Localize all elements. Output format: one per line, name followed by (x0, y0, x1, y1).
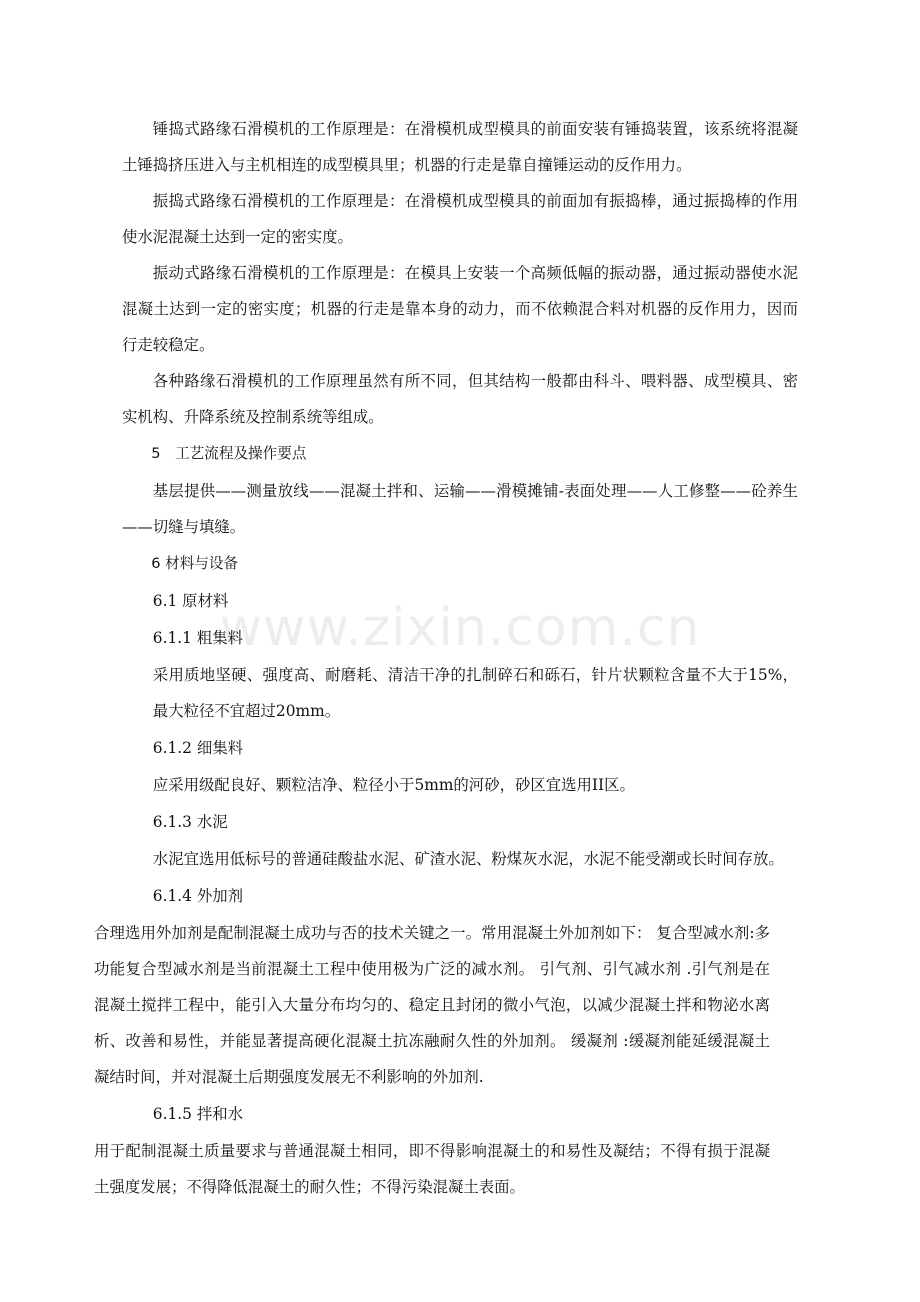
section-6-1-1-heading: 6.1.1 粗集料 (152, 629, 244, 647)
section-6-1-3-body: 水泥宜选用低标号的普通硅酸盐水泥、矿渣水泥、粉煤灰水泥，水泥不能受潮或长时间存放。 (152, 850, 784, 868)
paragraph-structure: 各种路缘石滑模机的工作原理虽然有所不同，但其结构一般都由科斗、喂料器、成型模具、密实机构、升降系统及控制系统等组成。 (122, 372, 798, 426)
section-5-heading: 5 工艺流程及操作要点 (151, 445, 307, 462)
section-5-body: 基层提供——测量放线——混凝土拌和、运输——滑模摊铺-表面处理——人工修整——砼养生——切缝与填缝。 (122, 482, 798, 536)
document-body (94, 111, 798, 1205)
paragraph-hammer-principle: 锤捣式路缘石滑模机的工作原理是：在滑模机成型模具的前面安装有锤捣装置，该系统将混凝土锤捣挤压进入与主机相连的成型模具里；机器的行走是靠自撞锤运动的反作用力。 (122, 120, 798, 174)
section-6-1-5-heading: 6.1.5 拌和水 (152, 1105, 244, 1123)
watermark: www.zixin.com.cn (219, 598, 701, 658)
section-6-1-3-heading: 6.1.3 水泥 (152, 813, 228, 831)
section-6-heading: 6 材料与设备 (151, 555, 239, 572)
paragraph-vibrator-principle: 振动式路缘石滑模机的工作原理是：在模具上安装一个高频低幅的振动器，通过振动器使水泥混凝土达到一定的密实度；机器的行走是靠本身的动力，而不依赖混合料对机器的反作用力，因而行走较稳定。 (122, 264, 798, 354)
section-6-1-4-body: 合理选用外加剂是配制混凝土成功与否的技术关键之一。常用混凝土外加剂如下： 复合型减水剂:多功能复合型减水剂是当前混凝土工程中使用极为广泛的减水剂。 引气剂、引气减水剂 .引气剂是在混凝土搅拌工程中，能引入大量分布均匀的、稳定且封闭的微小气泡，以减少混凝土拌和物泌水离析、改善和易性，并能显著提高硬化混凝土抗冻融耐久性的外加剂。 缓凝剂 :缓凝剂能延缓混凝土凝结时间，并对混凝土后期强度发展无不利影响的外加剂. (94, 924, 770, 1086)
section-6-1-1-body: 采用质地坚硬、强度高、耐磨耗、清洁干净的扎制碎石和砾石，针片状颗粒含量不大于15%，最大粒径不宜超过20mm。 (152, 666, 798, 720)
section-6-1-heading: 6.1 原材料 (152, 592, 229, 610)
section-6-1-2-heading: 6.1.2 细集料 (152, 739, 244, 757)
section-6-1-5-body: 用于配制混凝土质量要求与普通混凝土相同，即不得影响混凝土的和易性及凝结；不得有损于混凝土强度发展；不得降低混凝土的耐久性；不得污染混凝土表面。 (94, 1142, 770, 1196)
section-6-1-4-heading: 6.1.4 外加剂 (152, 887, 244, 905)
paragraph-vibrating-rod-principle: 振捣式路缘石滑模机的工作原理是：在滑模机成型模具的前面加有振捣棒，通过振捣棒的作用使水泥混凝土达到一定的密实度。 (122, 192, 798, 246)
section-6-1-2-body: 应采用级配良好、颗粒洁净、粒径小于5mm的河砂，砂区宜选用II区。 (152, 776, 635, 794)
